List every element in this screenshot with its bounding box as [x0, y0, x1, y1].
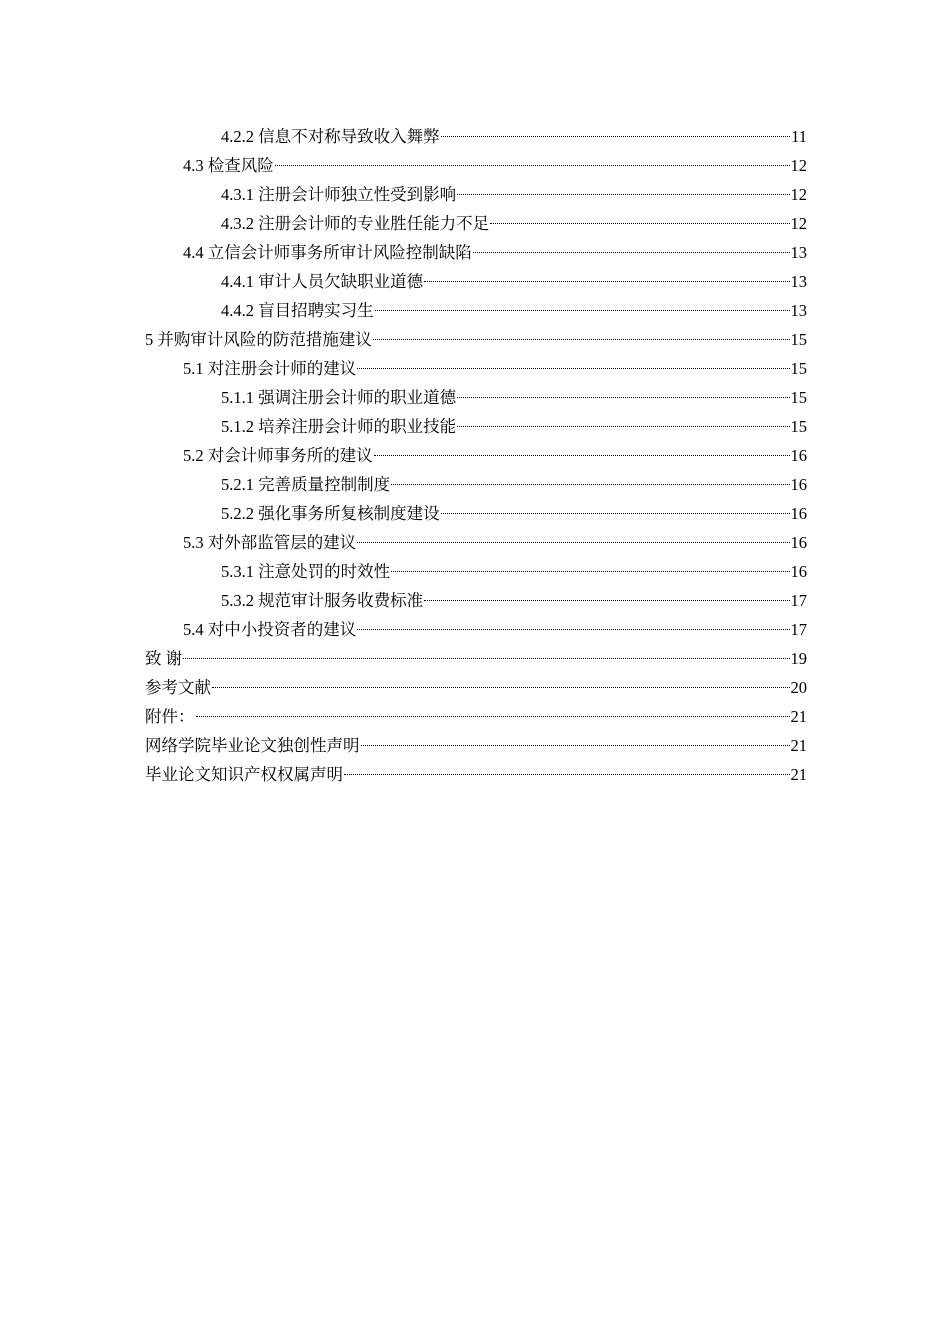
- toc-dot-leader: [391, 571, 789, 572]
- toc-entry-page-number: 15: [790, 388, 807, 407]
- toc-dot-leader: [357, 542, 789, 543]
- toc-entry[interactable]: [145, 238, 807, 267]
- toc-dot-leader: [457, 426, 789, 427]
- toc-dot-leader: [441, 136, 790, 137]
- toc-entry[interactable]: [145, 731, 807, 760]
- toc-entry[interactable]: [145, 151, 807, 180]
- toc-entry-page-number: 16: [790, 533, 807, 552]
- toc-entry[interactable]: [145, 412, 807, 441]
- toc-entry[interactable]: [145, 325, 807, 354]
- toc-dot-leader: [357, 368, 789, 369]
- toc-dot-leader: [457, 397, 789, 398]
- toc-entry-page-number: 21: [790, 736, 807, 755]
- toc-entry[interactable]: [145, 499, 807, 528]
- toc-entry-title: 5.2.2 强化事务所复核制度建设: [221, 504, 440, 523]
- toc-entry-title: 网络学院毕业论文独创性声明: [145, 736, 360, 755]
- toc-entry-title: 附件：: [145, 707, 195, 726]
- toc-entry-title: 5.2 对会计师事务所的建议: [183, 446, 373, 465]
- toc-entry[interactable]: [145, 209, 807, 238]
- toc-entry-title: 4.4.1 审计人员欠缺职业道德: [221, 272, 424, 291]
- toc-entry[interactable]: [145, 354, 807, 383]
- toc-entry-page-number: 19: [790, 649, 807, 668]
- toc-entry-title: 参考文献: [145, 678, 211, 697]
- toc-entry[interactable]: [145, 760, 807, 789]
- toc-dot-leader: [424, 600, 789, 601]
- toc-entry-title: 5.3.1 注意处罚的时效性: [221, 562, 391, 581]
- toc-entry-page-number: 17: [790, 620, 807, 639]
- toc-entry-title: 5.3 对外部监管层的建议: [183, 533, 357, 552]
- toc-entry-page-number: 21: [790, 765, 807, 784]
- toc-entry[interactable]: [145, 296, 807, 325]
- toc-entry-title: 4.4 立信会计师事务所审计风险控制缺陷: [183, 243, 472, 262]
- table-of-contents: [145, 122, 807, 789]
- toc-entry[interactable]: [145, 470, 807, 499]
- toc-entry-title: 5.2.1 完善质量控制制度: [221, 475, 391, 494]
- toc-dot-leader: [375, 310, 790, 311]
- toc-entry-title: 5.1 对注册会计师的建议: [183, 359, 357, 378]
- toc-entry-title: 5.1.1 强调注册会计师的职业道德: [221, 388, 457, 407]
- toc-dot-leader: [275, 165, 790, 166]
- toc-entry-page-number: 13: [790, 243, 807, 262]
- toc-dot-leader: [373, 339, 790, 340]
- toc-entry[interactable]: [145, 441, 807, 470]
- toc-entry[interactable]: [145, 383, 807, 412]
- toc-entry[interactable]: [145, 615, 807, 644]
- toc-entry-title: 4.3.2 注册会计师的专业胜任能力不足: [221, 214, 490, 233]
- toc-dot-leader: [183, 658, 789, 659]
- toc-entry-title: 致 谢: [145, 649, 183, 668]
- toc-entry-title: 4.4.2 盲目招聘实习生: [221, 301, 374, 320]
- toc-entry[interactable]: [145, 673, 807, 702]
- toc-dot-leader: [490, 223, 789, 224]
- toc-entry-page-number: 16: [790, 446, 807, 465]
- toc-entry-title: 5.3.2 规范审计服务收费标准: [221, 591, 424, 610]
- toc-entry-page-number: 12: [790, 185, 807, 204]
- toc-entry[interactable]: [145, 122, 807, 151]
- toc-entry-page-number: 12: [790, 214, 807, 233]
- toc-dot-leader: [424, 281, 789, 282]
- toc-entry-title: 4.2.2 信息不对称导致收入舞弊: [221, 127, 440, 146]
- toc-entry-title: 5.1.2 培养注册会计师的职业技能: [221, 417, 457, 436]
- toc-dot-leader: [212, 687, 790, 688]
- toc-dot-leader: [196, 716, 790, 717]
- toc-entry-page-number: 16: [790, 562, 807, 581]
- toc-entry-page-number: 20: [790, 678, 807, 697]
- toc-entry-title: 4.3.1 注册会计师独立性受到影响: [221, 185, 457, 204]
- toc-entry-page-number: 15: [790, 417, 807, 436]
- toc-entry-page-number: 16: [790, 475, 807, 494]
- toc-entry[interactable]: [145, 644, 807, 673]
- toc-entry[interactable]: [145, 702, 807, 731]
- toc-entry-title: 毕业论文知识产权权属声明: [145, 765, 343, 784]
- toc-entry-page-number: 16: [790, 504, 807, 523]
- toc-entry-title: 4.3 检查风险: [183, 156, 274, 175]
- toc-entry-page-number: 15: [790, 330, 807, 349]
- toc-entry-page-number: 13: [790, 301, 807, 320]
- toc-entry-page-number: 17: [790, 591, 807, 610]
- toc-entry[interactable]: [145, 267, 807, 296]
- toc-entry-page-number: 11: [791, 127, 807, 146]
- toc-dot-leader: [357, 629, 789, 630]
- toc-entry-title: 5 并购审计风险的防范措施建议: [145, 330, 372, 349]
- toc-entry[interactable]: [145, 180, 807, 209]
- toc-dot-leader: [374, 455, 790, 456]
- toc-entry-page-number: 13: [790, 272, 807, 291]
- toc-entry[interactable]: [145, 528, 807, 557]
- toc-entry-page-number: 21: [790, 707, 807, 726]
- toc-dot-leader: [361, 745, 790, 746]
- toc-dot-leader: [441, 513, 790, 514]
- toc-dot-leader: [391, 484, 789, 485]
- toc-dot-leader: [457, 194, 789, 195]
- toc-dot-leader: [473, 252, 790, 253]
- toc-dot-leader: [344, 774, 790, 775]
- toc-entry-title: 5.4 对中小投资者的建议: [183, 620, 357, 639]
- toc-entry[interactable]: [145, 557, 807, 586]
- toc-entry[interactable]: [145, 586, 807, 615]
- toc-entry-page-number: 12: [790, 156, 807, 175]
- toc-entry-page-number: 15: [790, 359, 807, 378]
